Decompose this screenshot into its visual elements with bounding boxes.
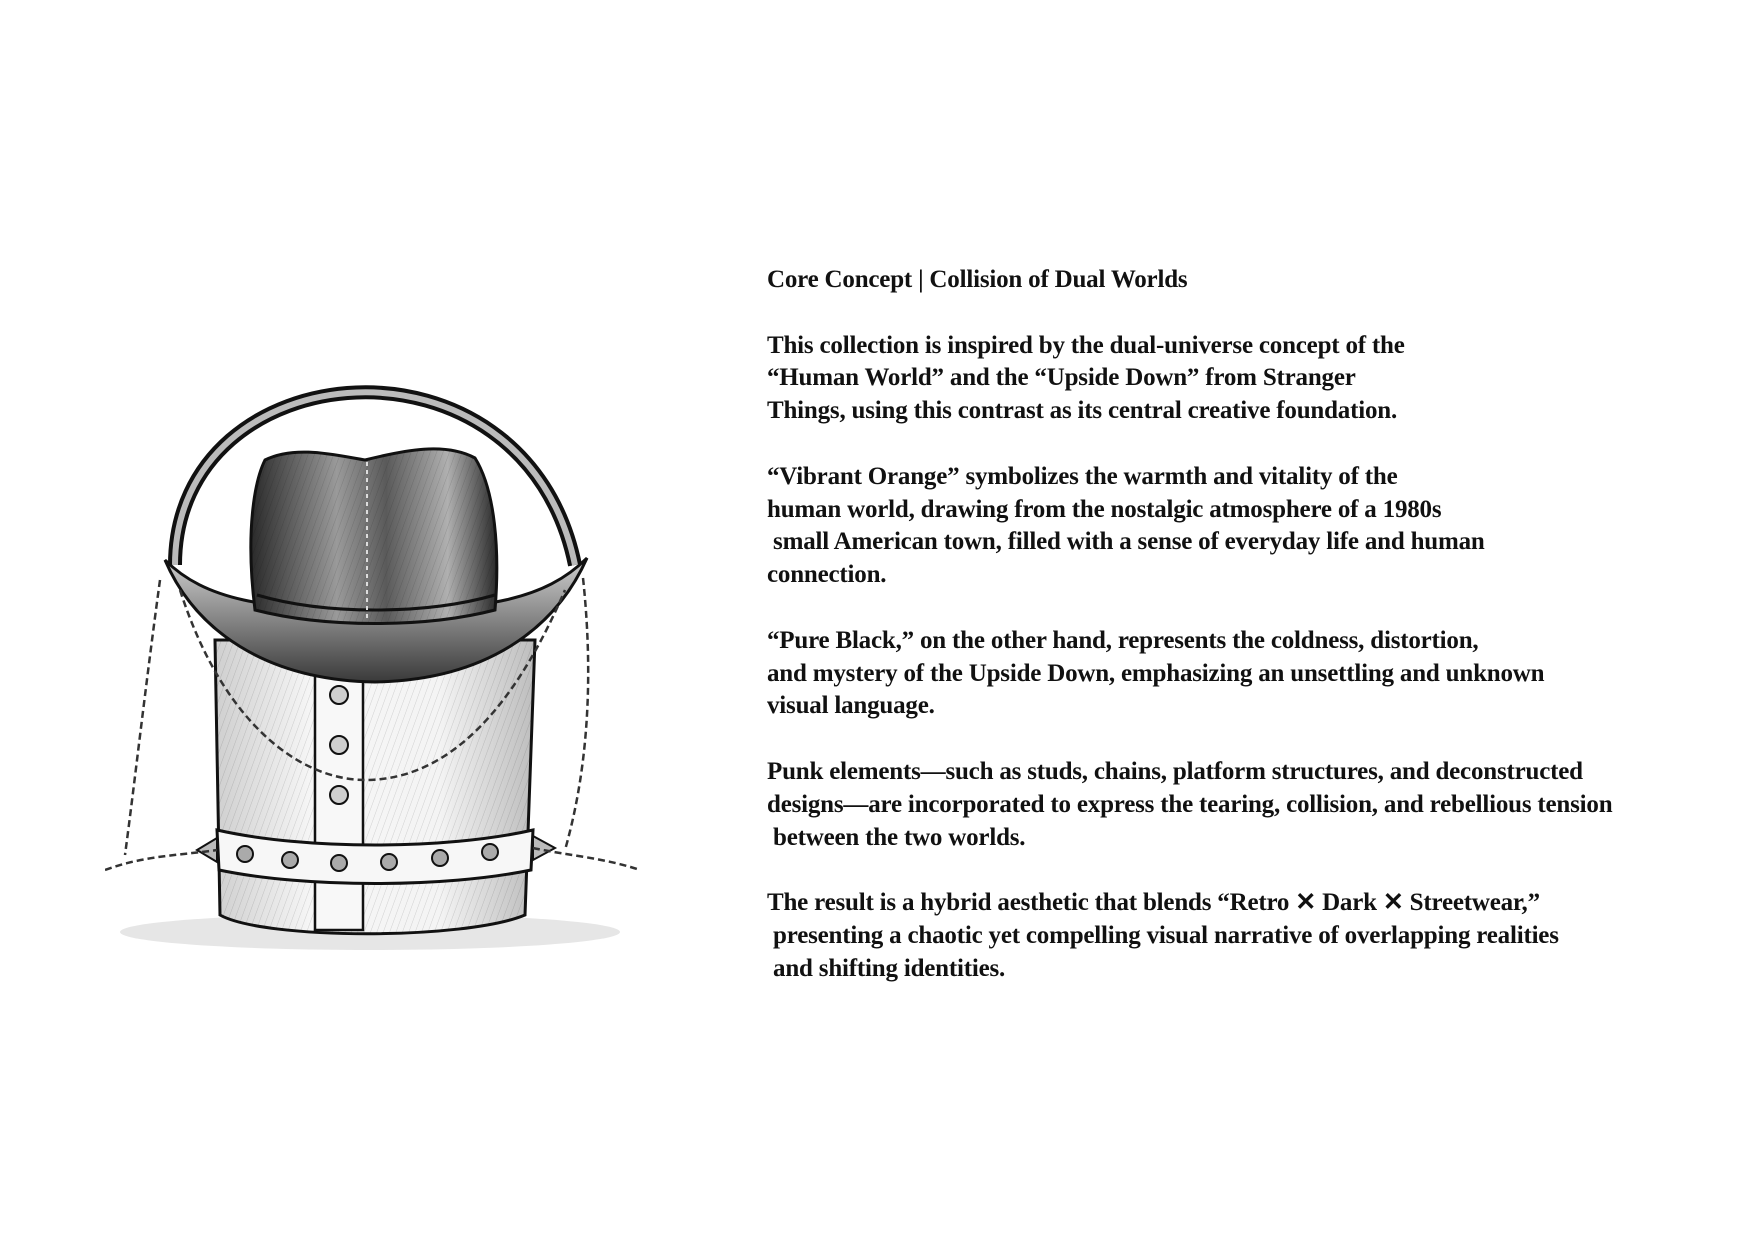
- paragraph-punk-elements: [767, 756, 1707, 854]
- text-line: visual language.: [767, 692, 935, 720]
- paragraph-pure-black: [767, 625, 1707, 723]
- text-line: designs—are incorporated to express the tearing, collision, and rebellious tension: [767, 790, 1613, 818]
- section-title: Core Concept | Collision of Dual Worlds: [767, 266, 1188, 293]
- text-line: Punk elements—such as studs, chains, platform structures, and deconstructed: [767, 757, 1583, 785]
- text-line: human world, drawing from the nostalgic atmosphere of a 1980s: [767, 495, 1442, 523]
- text-line: presenting a chaotic yet compelling visual narrative of overlapping realities: [767, 921, 1559, 949]
- text-line: “Pure Black,” on the other hand, represents the coldness, distortion,: [767, 626, 1479, 654]
- stud-icon: [330, 786, 348, 804]
- bag-illustration: [105, 310, 640, 970]
- text-line: The result is a hybrid aesthetic that blends “Retro ✕ Dark ✕ Streetwear,”: [767, 889, 1540, 917]
- core-concept-text: [767, 264, 1707, 1018]
- text-line: Things, using this contrast as its central creative foundation.: [767, 397, 1398, 425]
- text-line: This collection is inspired by the dual-universe concept of the: [767, 331, 1405, 359]
- text-line: and mystery of the Upside Down, emphasizing an unsettling and unknown: [767, 659, 1545, 687]
- paragraph-result: [767, 887, 1707, 985]
- stud-icon: [330, 736, 348, 754]
- paragraph-vibrant-orange: [767, 461, 1707, 592]
- stud-icon: [330, 686, 348, 704]
- text-line: “Human World” and the “Upside Down” from Stranger: [767, 364, 1356, 392]
- text-line: “Vibrant Orange” symbolizes the warmth and vitality of the: [767, 462, 1398, 490]
- hat-bucket-bag-icon: [105, 310, 640, 970]
- text-line: small American town, filled with a sense of everyday life and human: [767, 528, 1485, 556]
- text-line: connection.: [767, 561, 887, 589]
- text-line: and shifting identities.: [767, 954, 1006, 982]
- paragraph-inspiration: [767, 330, 1707, 428]
- text-line: between the two worlds.: [767, 823, 1026, 851]
